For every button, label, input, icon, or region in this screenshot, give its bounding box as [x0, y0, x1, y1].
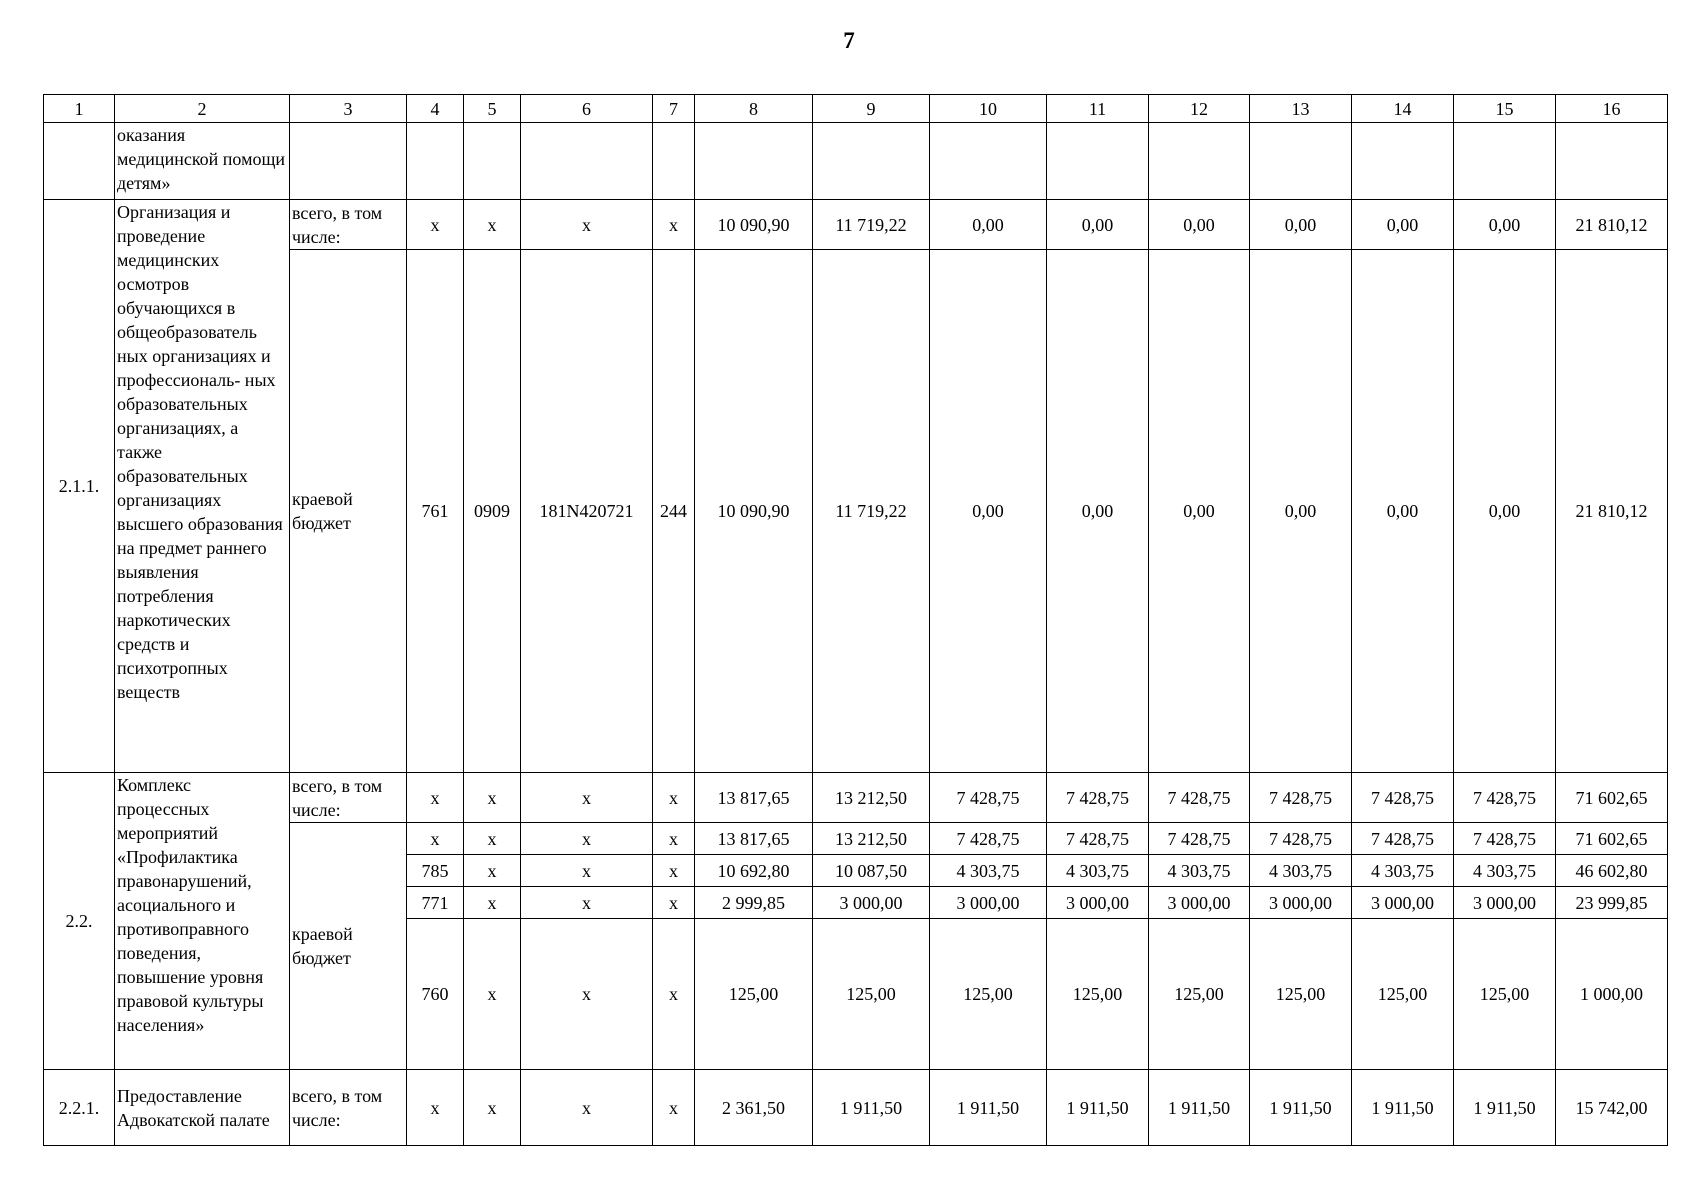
value-cell: 13 817,65 [695, 823, 813, 855]
value-cell: x [521, 200, 653, 250]
row-number-cell: 2.2.1. [44, 1070, 115, 1146]
value-cell: 0,00 [1352, 250, 1454, 773]
value-cell: 71 602,65 [1556, 823, 1668, 855]
value-cell: 21 810,12 [1556, 200, 1668, 250]
value-cell: x [521, 919, 653, 1070]
source-label-cell: всего, в том числе: [290, 200, 407, 250]
value-cell: 0,00 [1352, 200, 1454, 250]
value-cell: 125,00 [695, 919, 813, 1070]
value-cell: x [464, 773, 521, 823]
item-name-cell: оказания медицинской помощи детям» [115, 123, 290, 200]
value-cell: x [464, 200, 521, 250]
value-cell: x [521, 855, 653, 887]
value-cell: 2 361,50 [695, 1070, 813, 1146]
value-cell: 7 428,75 [1250, 823, 1352, 855]
source-label-cell: краевой бюджет [290, 823, 407, 1070]
value-cell: x [653, 855, 695, 887]
value-cell: x [653, 887, 695, 919]
budget-table [43, 94, 1668, 1146]
value-cell: 46 602,80 [1556, 855, 1668, 887]
value-cell: 7 428,75 [1352, 823, 1454, 855]
table-row [44, 773, 1668, 823]
value-cell: 761 [407, 250, 464, 773]
value-cell: 1 911,50 [1250, 1070, 1352, 1146]
column-header: 2 [115, 95, 290, 123]
column-header: 8 [695, 95, 813, 123]
column-header: 15 [1454, 95, 1556, 123]
value-cell: x [653, 1070, 695, 1146]
value-cell: 7 428,75 [1454, 773, 1556, 823]
value-cell: 1 911,50 [1047, 1070, 1149, 1146]
value-cell: 771 [407, 887, 464, 919]
value-cell: 7 428,75 [930, 823, 1047, 855]
value-cell: 0,00 [1250, 200, 1352, 250]
page-number: 7 [843, 28, 855, 53]
value-cell: 15 742,00 [1556, 1070, 1668, 1146]
column-header: 16 [1556, 95, 1668, 123]
table-row [44, 200, 1668, 250]
row-number-cell [44, 123, 115, 200]
column-header: 4 [407, 95, 464, 123]
value-cell: 21 810,12 [1556, 250, 1668, 773]
value-cell: x [464, 1070, 521, 1146]
value-cell: 3 000,00 [1250, 887, 1352, 919]
value-cell: 71 602,65 [1556, 773, 1668, 823]
value-cell: 4 303,75 [1149, 855, 1250, 887]
value-cell: x [653, 823, 695, 855]
value-cell: 0,00 [930, 250, 1047, 773]
value-cell: 7 428,75 [1149, 773, 1250, 823]
column-header: 12 [1149, 95, 1250, 123]
column-header: 11 [1047, 95, 1149, 123]
header-row [44, 95, 1668, 123]
value-cell: 3 000,00 [1352, 887, 1454, 919]
value-cell: x [464, 919, 521, 1070]
value-cell: x [521, 823, 653, 855]
source-label-cell: всего, в том числе: [290, 1070, 407, 1146]
value-cell: 3 000,00 [1149, 887, 1250, 919]
value-cell: x [407, 200, 464, 250]
column-header: 5 [464, 95, 521, 123]
value-cell: 0,00 [1454, 250, 1556, 773]
value-cell: x [464, 887, 521, 919]
column-header: 3 [290, 95, 407, 123]
value-cell: 10 090,90 [695, 250, 813, 773]
value-cell: 1 911,50 [1149, 1070, 1250, 1146]
value-cell: 760 [407, 919, 464, 1070]
table-row [44, 123, 1668, 200]
row-number-cell: 2.2. [44, 773, 115, 1070]
value-cell: x [521, 1070, 653, 1146]
value-cell: 10 087,50 [813, 855, 930, 887]
value-cell: 11 719,22 [813, 250, 930, 773]
value-cell: 7 428,75 [1047, 823, 1149, 855]
value-cell: 10 692,80 [695, 855, 813, 887]
value-cell: 1 911,50 [1454, 1070, 1556, 1146]
value-cell: x [653, 200, 695, 250]
value-cell: 23 999,85 [1556, 887, 1668, 919]
value-cell: 7 428,75 [1352, 773, 1454, 823]
value-cell: x [521, 773, 653, 823]
value-cell: 3 000,00 [1454, 887, 1556, 919]
value-cell: 0,00 [1047, 200, 1149, 250]
value-cell: 125,00 [930, 919, 1047, 1070]
value-cell: 0,00 [1047, 250, 1149, 773]
value-cell: x [521, 887, 653, 919]
item-name-cell: Предоставление Адвокатской палате [115, 1070, 290, 1146]
value-cell: x [407, 773, 464, 823]
column-header: 13 [1250, 95, 1352, 123]
value-cell: 3 000,00 [813, 887, 930, 919]
value-cell: 7 428,75 [1047, 773, 1149, 823]
column-header: 10 [930, 95, 1047, 123]
value-cell: 0,00 [930, 200, 1047, 250]
value-cell: 13 212,50 [813, 773, 930, 823]
value-cell: 0,00 [1454, 200, 1556, 250]
value-cell: 4 303,75 [930, 855, 1047, 887]
value-cell: 10 090,90 [695, 200, 813, 250]
value-cell: 125,00 [1250, 919, 1352, 1070]
column-header: 6 [521, 95, 653, 123]
value-cell: 1 911,50 [930, 1070, 1047, 1146]
value-cell: 13 817,65 [695, 773, 813, 823]
value-cell: 0,00 [1250, 250, 1352, 773]
value-cell: 2 999,85 [695, 887, 813, 919]
value-cell: x [407, 1070, 464, 1146]
value-cell: 4 303,75 [1454, 855, 1556, 887]
value-cell: 7 428,75 [1149, 823, 1250, 855]
value-cell: 4 303,75 [1352, 855, 1454, 887]
value-cell: x [407, 823, 464, 855]
value-cell: 7 428,75 [1454, 823, 1556, 855]
value-cell: 3 000,00 [930, 887, 1047, 919]
row-number-cell: 2.1.1. [44, 200, 115, 773]
column-header: 14 [1352, 95, 1454, 123]
value-cell: 13 212,50 [813, 823, 930, 855]
column-header: 9 [813, 95, 930, 123]
value-cell: x [464, 855, 521, 887]
value-cell: 0,00 [1149, 200, 1250, 250]
value-cell: 7 428,75 [930, 773, 1047, 823]
value-cell: 11 719,22 [813, 200, 930, 250]
value-cell: 125,00 [1047, 919, 1149, 1070]
value-cell: 125,00 [1352, 919, 1454, 1070]
table-row [44, 1070, 1668, 1146]
value-cell: 125,00 [813, 919, 930, 1070]
value-cell: 125,00 [1149, 919, 1250, 1070]
column-header: 1 [44, 95, 115, 123]
value-cell: 3 000,00 [1047, 887, 1149, 919]
value-cell: 4 303,75 [1047, 855, 1149, 887]
value-cell: 1 000,00 [1556, 919, 1668, 1070]
item-name-cell: Комплекс процессных мероприятий «Профилактика правонарушений, асоциального и противоправного поведения, повышение уровня правовой культуры населения» [115, 773, 290, 1070]
value-cell: 0,00 [1149, 250, 1250, 773]
value-cell: 1 911,50 [1352, 1070, 1454, 1146]
item-name-cell: Организация и проведение медицинских осмотров обучающихся в общеобразователь ных организациях и профессиональ- ных образовательных организациях, а также образовательных организациях высшего образования на предмет раннего выявления потребления наркотических средств и психотропных веществ [115, 200, 290, 773]
source-label-cell: краевой бюджет [290, 250, 407, 773]
value-cell: 785 [407, 855, 464, 887]
column-header: 7 [653, 95, 695, 123]
source-label-cell: всего, в том числе: [290, 773, 407, 823]
value-cell: 0909 [464, 250, 521, 773]
value-cell: 7 428,75 [1250, 773, 1352, 823]
value-cell: 1 911,50 [813, 1070, 930, 1146]
value-cell: x [653, 773, 695, 823]
value-cell: 181N420721 [521, 250, 653, 773]
value-cell: 125,00 [1454, 919, 1556, 1070]
value-cell: 4 303,75 [1250, 855, 1352, 887]
value-cell: x [653, 919, 695, 1070]
value-cell: 244 [653, 250, 695, 773]
value-cell: x [464, 823, 521, 855]
